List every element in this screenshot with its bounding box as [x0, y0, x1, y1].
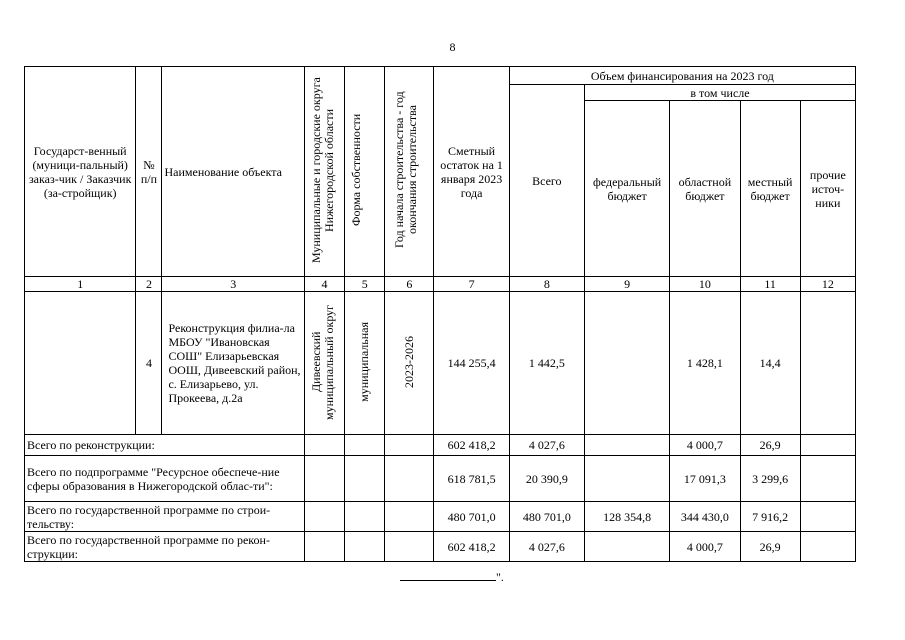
summary-row [25, 502, 856, 532]
summary-federal: 128 354,8 [584, 502, 669, 532]
col-number: 6 [385, 277, 434, 292]
summary-estimate: 480 701,0 [434, 502, 509, 532]
page-number: 8 [449, 40, 456, 54]
summary-federal [584, 456, 669, 502]
municipal-cell: Дивеевский муниципальный округ [304, 292, 344, 435]
header-total: Всего [509, 85, 584, 277]
summary-label: Всего по государственной программе по строи-тельству: [25, 502, 305, 532]
summary-total: 480 701,0 [509, 502, 584, 532]
header-local: местный бюджет [740, 101, 800, 277]
empty-cell [304, 502, 344, 532]
col-number: 7 [434, 277, 509, 292]
header-num: № п/п [136, 67, 162, 277]
summary-federal [584, 435, 669, 456]
table-row [25, 292, 856, 435]
summary-other [800, 435, 855, 456]
summary-regional: 17 091,3 [670, 456, 740, 502]
col-number: 10 [670, 277, 740, 292]
summary-total: 4 027,6 [509, 532, 584, 562]
empty-cell [345, 435, 385, 456]
other-cell [800, 292, 855, 435]
summary-local: 26,9 [740, 435, 800, 456]
empty-cell [345, 532, 385, 562]
summary-federal [584, 532, 669, 562]
federal-cell [584, 292, 669, 435]
summary-estimate: 602 418,2 [434, 532, 509, 562]
empty-cell [385, 502, 434, 532]
summary-estimate: 602 418,2 [434, 435, 509, 456]
column-numbers-row [25, 277, 856, 292]
empty-cell [345, 456, 385, 502]
customer-cell [25, 292, 136, 435]
summary-regional: 344 430,0 [670, 502, 740, 532]
empty-cell [385, 435, 434, 456]
summary-regional: 4 000,7 [670, 435, 740, 456]
estimate-cell: 144 255,4 [434, 292, 509, 435]
summary-other [800, 502, 855, 532]
summary-estimate: 618 781,5 [434, 456, 509, 502]
col-number: 8 [509, 277, 584, 292]
col-number: 5 [345, 277, 385, 292]
summary-regional: 4 000,7 [670, 532, 740, 562]
summary-local: 26,9 [740, 532, 800, 562]
col-number: 9 [584, 277, 669, 292]
summary-local: 3 299,6 [740, 456, 800, 502]
ownership-cell: муниципальная [345, 292, 385, 435]
summary-label: Всего по подпрограмме "Ресурсное обеспече-ние сферы образования в Нижегородской облас-ти": [25, 456, 305, 502]
header-including: в том числе [584, 85, 855, 101]
col-number: 4 [304, 277, 344, 292]
object-name: Реконструкция филиа-ла МБОУ "Ивановская СОШ" Елизарьевская ООШ, Дивеевский район, с. Елизарьево, ул. Прокеева, д.2а [162, 292, 305, 435]
empty-cell [304, 435, 344, 456]
col-number: 1 [25, 277, 136, 292]
empty-cell [385, 532, 434, 562]
row-num: 4 [136, 292, 162, 435]
header-years: Год начала строительства - год окончания строительства [385, 67, 434, 277]
closing-quote: ". [496, 570, 504, 584]
header-estimate: Сметный остаток на 1 января 2023 года [434, 67, 509, 277]
local-cell: 14,4 [740, 292, 800, 435]
empty-cell [304, 532, 344, 562]
empty-cell [304, 456, 344, 502]
col-number: 11 [740, 277, 800, 292]
col-number: 2 [136, 277, 162, 292]
summary-row [25, 532, 856, 562]
header-regional: областной бюджет [670, 101, 740, 277]
summary-other [800, 456, 855, 502]
header-municipal: Муниципальные и городские округа Нижегородской области [304, 67, 344, 277]
header-federal: федеральный бюджет [584, 101, 669, 277]
summary-row [25, 435, 856, 456]
header-customer: Государст-венный (муници-пальный) заказ-чик / Заказчик (за-стройщик) [25, 67, 136, 277]
empty-cell [385, 456, 434, 502]
financing-table [24, 66, 856, 562]
regional-cell: 1 428,1 [670, 292, 740, 435]
summary-other [800, 532, 855, 562]
summary-total: 20 390,9 [509, 456, 584, 502]
years-cell: 2023-2026 [385, 292, 434, 435]
summary-local: 7 916,2 [740, 502, 800, 532]
summary-label: Всего по государственной программе по рекон-струкции: [25, 532, 305, 562]
closing-mark [400, 570, 504, 585]
empty-cell [345, 502, 385, 532]
summary-label: Всего по реконструкции: [25, 435, 305, 456]
header-object-name: Наименование объекта [162, 67, 305, 277]
header-other: прочие источ-ники [800, 101, 855, 277]
summary-total: 4 027,6 [509, 435, 584, 456]
signature-line [400, 572, 496, 581]
header-funding: Объем финансирования на 2023 год [509, 67, 855, 85]
total-cell: 1 442,5 [509, 292, 584, 435]
summary-row [25, 456, 856, 502]
col-number: 3 [162, 277, 305, 292]
col-number: 12 [800, 277, 855, 292]
header-ownership: Форма собственности [345, 67, 385, 277]
